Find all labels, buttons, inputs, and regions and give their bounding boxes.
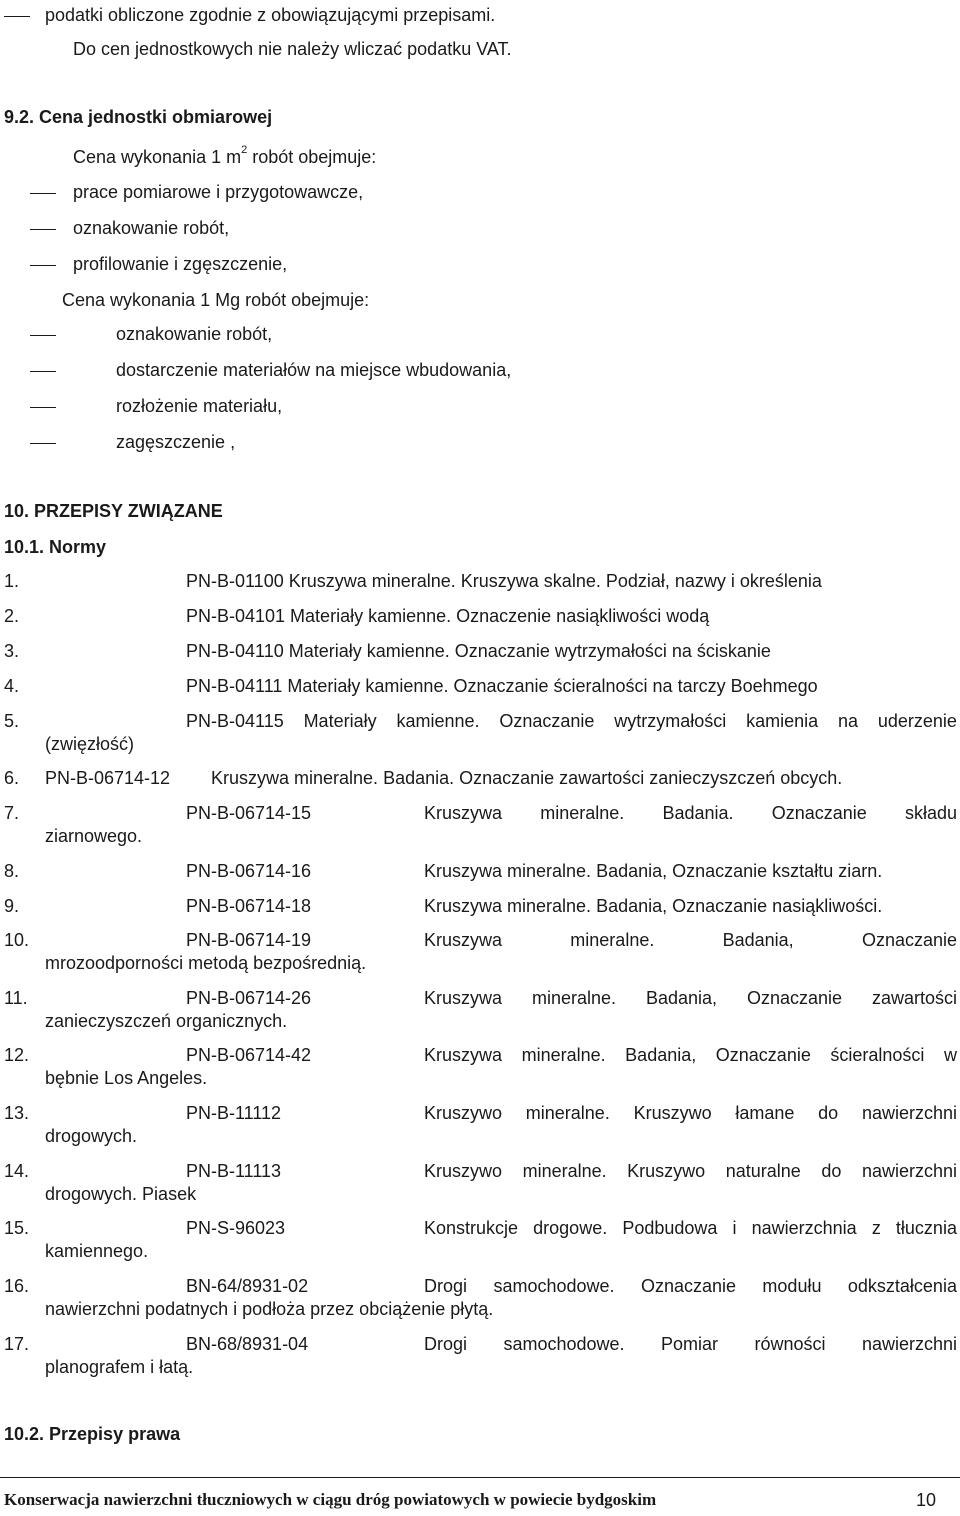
list-item: prace pomiarowe i przygotowawcze, (73, 182, 364, 202)
word: Kruszywo (633, 1103, 712, 1123)
paragraph (73, 146, 376, 171)
word: Oznaczanie (715, 1045, 811, 1065)
word: z (871, 1218, 881, 1238)
page-number: 10 (916, 1490, 937, 1510)
norm-number: 10. (4, 930, 30, 950)
word: drogowe. (533, 1218, 608, 1238)
word: tłucznia (895, 1218, 957, 1238)
word: równości (754, 1334, 826, 1354)
word: Kruszywa (424, 930, 503, 950)
norm-number: 9. (4, 896, 20, 916)
word: Badania, (645, 988, 718, 1008)
footer-rule (0, 1477, 960, 1478)
word: w (943, 1045, 957, 1065)
norm-text (424, 1333, 957, 1355)
word: PN-B-04115 (186, 711, 284, 731)
word: mineralne. (570, 930, 655, 950)
word: i (732, 1218, 737, 1238)
bullet-dash (4, 16, 30, 17)
norm-code: PN-B-06714-26 (186, 988, 312, 1008)
norm-text (424, 1217, 957, 1239)
footer-title: Konserwacja nawierzchni tłuczniowych w ciągu dróg powiatowych w powiecie bydgoskim (4, 1490, 657, 1509)
intro-line: Do cen jednostkowych nie należy wliczać podatku VAT. (73, 39, 512, 59)
list-item: zagęszczenie , (116, 432, 236, 452)
norm-continuation: bębnie Los Angeles. (45, 1068, 208, 1088)
word: Materiały (303, 711, 377, 731)
norm-continuation: kamiennego. (45, 1241, 149, 1261)
word: nawierzchni (861, 1161, 957, 1181)
word: ścieralności (830, 1045, 925, 1065)
word: Kruszywo (627, 1161, 706, 1181)
norm-text (424, 1275, 957, 1297)
norm-continuation: (zwięzłość) (45, 734, 135, 754)
word: wytrzymałości (614, 711, 727, 731)
word: Oznaczanie (640, 1276, 736, 1296)
list-item: profilowanie i zgęszczenie, (73, 254, 288, 274)
norm-text: Kruszywa mineralne. Badania, Oznaczanie kształtu ziarn. (424, 861, 883, 881)
word: uderzenie (877, 711, 957, 731)
bullet-dash (30, 371, 56, 372)
norm-number: 4. (4, 676, 20, 696)
norm-number: 1. (4, 571, 20, 591)
word: mineralne. (521, 1045, 606, 1065)
word: Pomiar (661, 1334, 719, 1354)
word: na (838, 711, 859, 731)
section-heading: 10. PRZEPISY ZWIĄZANE (4, 501, 223, 521)
word: Kruszywa (424, 1045, 503, 1065)
norm-number: 13. (4, 1103, 30, 1123)
word: Kruszywa (424, 988, 503, 1008)
norm-text (424, 1160, 957, 1182)
paragraph: Cena wykonania 1 Mg robót obejmuje: (62, 290, 370, 310)
word: Badania, (625, 1045, 697, 1065)
word: łamane (735, 1103, 795, 1123)
word: Podbudowa (622, 1218, 718, 1238)
norm-number: 16. (4, 1276, 30, 1296)
list-item: oznakowanie robót, (116, 324, 273, 344)
norm-text (424, 1102, 957, 1124)
word: zawartości (871, 988, 957, 1008)
norm-continuation: drogowych. Piasek (45, 1184, 197, 1204)
word: nawierzchnia (751, 1218, 857, 1238)
norm-text (424, 802, 957, 824)
norm-number: 17. (4, 1334, 30, 1354)
norm-text: Kruszywa mineralne. Badania. Oznaczanie zawartości zanieczyszczeń obcych. (211, 768, 843, 788)
word: modułu (762, 1276, 822, 1296)
word: składu (904, 803, 957, 823)
norm-code: PN-B-06714-18 (186, 896, 312, 916)
norm-code: PN-S-96023 (186, 1218, 286, 1238)
word: Badania, (722, 930, 794, 950)
word: Oznaczanie (861, 930, 957, 950)
norm-code: PN-B-06714-15 (186, 803, 312, 823)
word: mineralne. (540, 803, 625, 823)
word: kamienia (746, 711, 819, 731)
word: nawierzchni (861, 1334, 957, 1354)
norm-continuation: drogowych. (45, 1126, 138, 1146)
word: kamienne. (396, 711, 480, 731)
norm-text: PN-B-04101 Materiały kamienne. Oznaczenie nasiąkliwości wodą (186, 606, 710, 626)
subsection-heading: 10.1. Normy (4, 537, 107, 557)
bullet-dash (30, 229, 56, 230)
word: Oznaczanie (499, 711, 595, 731)
word: mineralne. (522, 1161, 607, 1181)
norm-number: 8. (4, 861, 20, 881)
word: mineralne. (525, 1103, 610, 1123)
norm-code: PN-B-06714-19 (186, 930, 312, 950)
norm-number: 12. (4, 1045, 30, 1065)
norm-continuation: zanieczyszczeń organicznych. (45, 1011, 288, 1031)
norm-code: PN-B-11112 (186, 1103, 282, 1123)
norm-text: PN-B-04110 Materiały kamienne. Oznaczanie wytrzymałości na ściskanie (186, 641, 771, 661)
norm-number: 15. (4, 1218, 30, 1238)
list-item: dostarczenie materiałów na miejsce wbudowania, (116, 360, 512, 380)
word: Badania. (662, 803, 734, 823)
section-heading: 9.2. Cena jednostki obmiarowej (4, 107, 273, 127)
subsection-heading: 10.2. Przepisy prawa (4, 1424, 181, 1444)
norm-number: 14. (4, 1161, 30, 1181)
text: robót obejmuje: (247, 147, 377, 167)
word: Drogi (424, 1276, 468, 1296)
word: Konstrukcje (424, 1218, 519, 1238)
word: naturalne (725, 1161, 801, 1181)
text: Cena wykonania 1 m (73, 147, 242, 167)
bullet-dash (30, 407, 56, 408)
norm-code: BN-64/8931-02 (186, 1276, 309, 1296)
norm-continuation: ziarnowego. (45, 826, 143, 846)
norm-number: 2. (4, 606, 20, 626)
word: Kruszywo (424, 1103, 503, 1123)
word: Oznaczanie (746, 988, 843, 1008)
word: samochodowe. (503, 1334, 625, 1354)
norm-continuation: mrozoodporności metodą bezpośrednią. (45, 953, 367, 973)
norm-number: 3. (4, 641, 20, 661)
bullet-dash (30, 443, 56, 444)
norm-code: PN-B-06714-12 (45, 768, 171, 788)
bullet-dash (30, 193, 56, 194)
norm-code: PN-B-11113 (186, 1161, 282, 1181)
norm-text (424, 987, 957, 1009)
norm-number: 7. (4, 803, 20, 823)
norm-text: PN-B-04111 Materiały kamienne. Oznaczanie ścieralności na tarczy Boehmego (186, 676, 818, 696)
norm-text (424, 929, 957, 951)
norm-code: PN-B-06714-42 (186, 1045, 312, 1065)
norm-text: Kruszywa mineralne. Badania, Oznaczanie nasiąkliwości. (424, 896, 883, 916)
norm-text: PN-B-01100 Kruszywa mineralne. Kruszywa skalne. Podział, nazwy i określenia (186, 571, 822, 591)
word: samochodowe. (493, 1276, 615, 1296)
norm-continuation: nawierzchni podatnych i podłoża przez obciążenie płytą. (45, 1299, 494, 1319)
norm-text (186, 710, 957, 732)
word: Kruszywo (424, 1161, 503, 1181)
list-item: oznakowanie robót, (73, 218, 230, 238)
norm-continuation: planografem i łatą. (45, 1357, 194, 1377)
intro-line: podatki obliczone zgodnie z obowiązującymi przepisami. (45, 5, 496, 25)
word: Kruszywa (424, 803, 503, 823)
word: nawierzchni (861, 1103, 957, 1123)
word: odkształcenia (847, 1276, 957, 1296)
norm-number: 11. (4, 988, 28, 1008)
norm-number: 6. (4, 768, 20, 788)
superscript: 2 (241, 144, 248, 156)
word: Oznaczanie (771, 803, 867, 823)
norm-text (424, 1044, 957, 1066)
word: Drogi (424, 1334, 468, 1354)
word: do (818, 1103, 839, 1123)
word: do (821, 1161, 842, 1181)
norm-code: BN-68/8931-04 (186, 1334, 309, 1354)
list-item: rozłożenie materiału, (116, 396, 283, 416)
word: mineralne. (531, 988, 617, 1008)
bullet-dash (30, 265, 56, 266)
norm-number: 5. (4, 711, 20, 731)
norm-code: PN-B-06714-16 (186, 861, 312, 881)
bullet-dash (30, 335, 56, 336)
